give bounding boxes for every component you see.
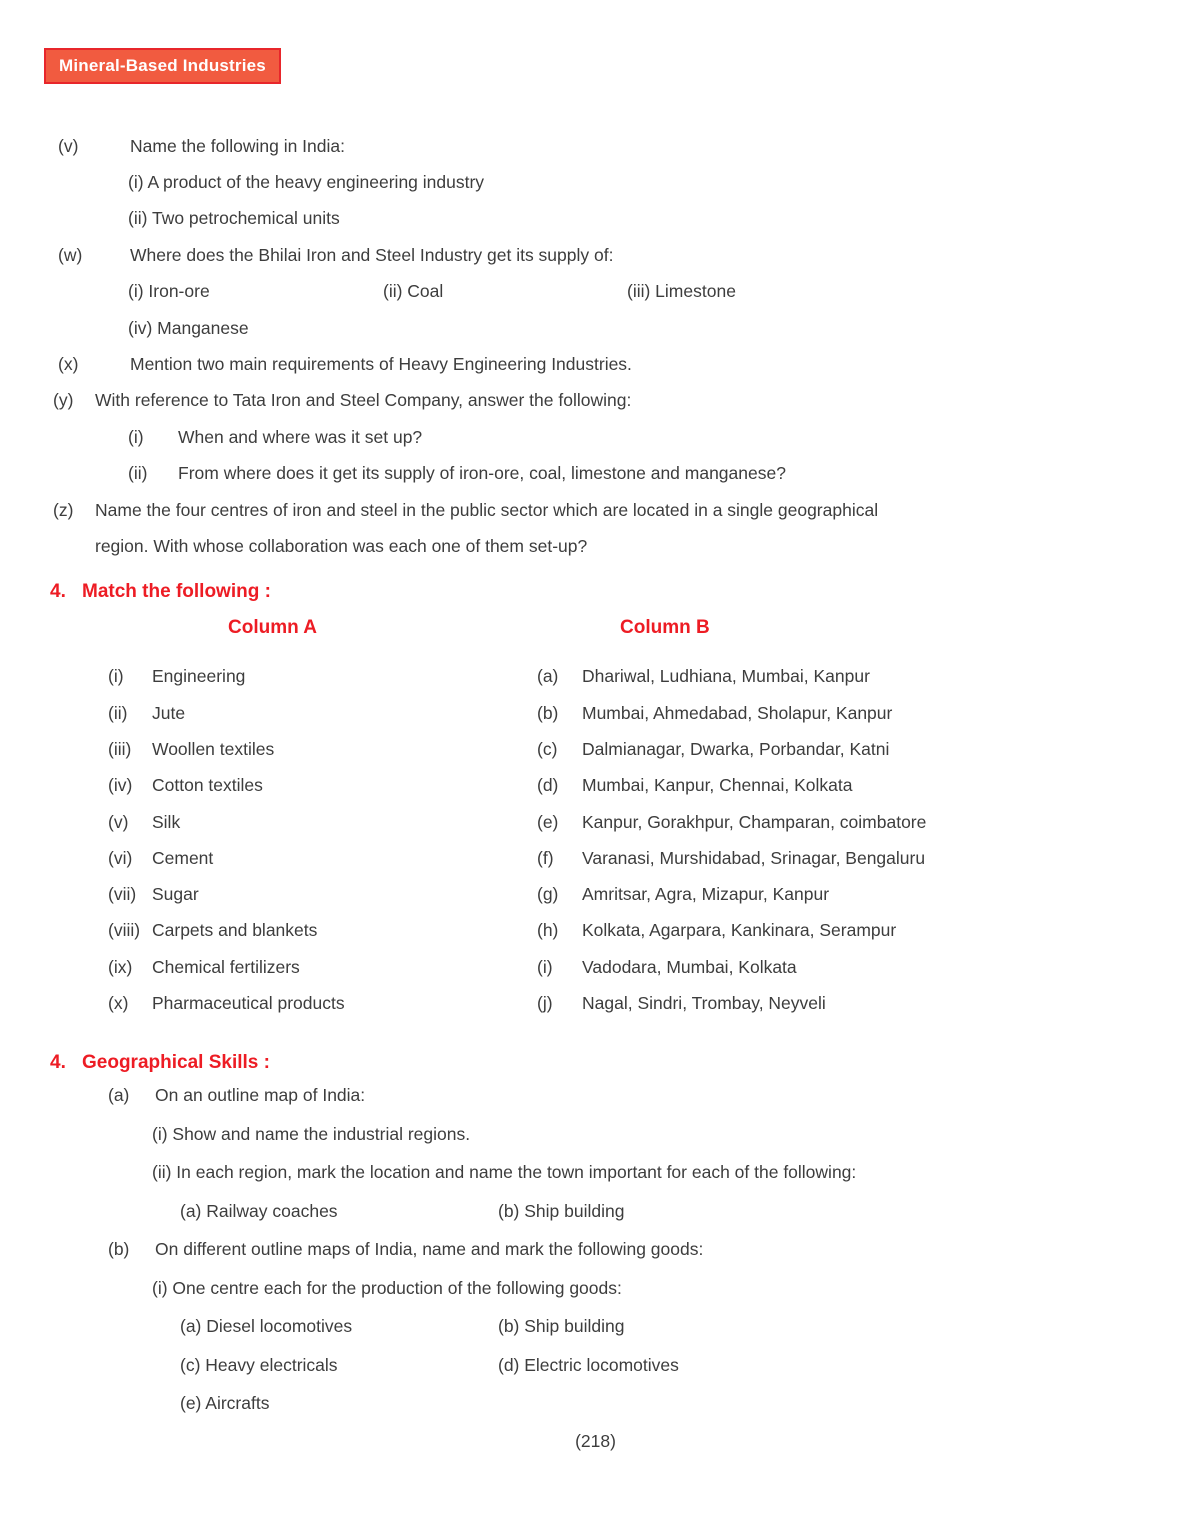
match-row-right-text: Dhariwal, Ludhiana, Mumbai, Kanpur xyxy=(582,666,870,687)
match-row-right-index: (e) xyxy=(537,811,559,832)
match-heading-number: 4. xyxy=(50,580,66,602)
match-row-left-text: Chemical fertilizers xyxy=(152,956,300,977)
geo-heading xyxy=(0,1045,1191,1081)
geo-b-sub-i-text: (i) One centre each for the production of the following goods: xyxy=(152,1277,622,1298)
match-row-left-index: (i) xyxy=(108,666,124,687)
question-y-sub-ii-text: From where does it get its supply of iron-ore, coal, limestone and manganese? xyxy=(178,463,786,484)
question-v-sub-i-text: (i) A product of the heavy engineering industry xyxy=(128,172,485,193)
match-row-left-text: Sugar xyxy=(152,884,199,905)
geo-a-sub-ii-text: (ii) In each region, mark the location and name the town important for each of the following: xyxy=(152,1162,857,1183)
question-x xyxy=(0,346,1191,382)
geo-a xyxy=(0,1077,1191,1116)
question-w xyxy=(0,237,1191,273)
geo-a-text: On an outline map of India: xyxy=(155,1085,366,1106)
question-y-sub-i-text: When and where was it set up? xyxy=(178,426,423,447)
chapter-badge xyxy=(44,48,281,84)
match-row-left-index: (ii) xyxy=(108,702,128,723)
match-row-right-text: Kanpur, Gorakhpur, Champaran, coimbatore xyxy=(582,811,927,832)
question-v-text: Name the following in India: xyxy=(130,135,345,156)
question-z-line2: region. With whose collaboration was each one of them set-up? xyxy=(95,535,588,556)
match-row-left-text: Cotton textiles xyxy=(152,775,263,796)
geo-b-pair-2-right: (d) Electric locomotives xyxy=(498,1354,679,1375)
geo-b-pair-1-right: (b) Ship building xyxy=(498,1316,625,1337)
geo-b-pair-2 xyxy=(0,1346,1191,1385)
geo-b xyxy=(0,1231,1191,1270)
match-row-right-text: Kolkata, Agarpara, Kankinara, Serampur xyxy=(582,920,897,941)
column-a-header: Column A xyxy=(228,616,318,638)
question-y-label: (y) xyxy=(53,390,74,411)
geo-b-pair-1 xyxy=(0,1308,1191,1347)
question-x-label: (x) xyxy=(58,354,79,375)
question-y-sub-ii-label: (ii) xyxy=(128,463,148,484)
geo-b-last xyxy=(0,1385,1191,1424)
question-y-sub-i xyxy=(0,419,1191,455)
question-w-options xyxy=(0,274,1191,310)
match-row-right-text: Nagal, Sindri, Trombay, Neyveli xyxy=(582,993,826,1013)
match-row-left-index: (v) xyxy=(108,811,129,832)
question-y xyxy=(0,383,1191,419)
match-row-left-text: Pharmaceutical products xyxy=(152,993,345,1013)
question-w-text: Where does the Bhilai Iron and Steel Industry get its supply of: xyxy=(130,244,614,265)
match-row-left-index: (vii) xyxy=(108,884,137,905)
column-b-header: Column B xyxy=(620,616,710,638)
match-row-right-text: Amritsar, Agra, Mizapur, Kanpur xyxy=(582,884,830,905)
geo-heading-number: 4. xyxy=(50,1051,66,1073)
question-w-label: (w) xyxy=(58,244,83,265)
match-row-right-index: (i) xyxy=(537,956,553,977)
match-row-left-index: (ix) xyxy=(108,956,133,977)
match-rows xyxy=(0,659,1191,1022)
chapter-badge-label: Mineral-Based Industries xyxy=(59,56,266,75)
question-y-sub-i-label: (i) xyxy=(128,426,144,447)
match-heading xyxy=(0,574,1191,610)
match-row-left-text: Silk xyxy=(152,811,181,832)
match-row-right-text: Vadodara, Mumbai, Kolkata xyxy=(582,956,797,977)
match-column-headers xyxy=(0,610,1191,646)
question-v-sub-i xyxy=(0,164,1191,200)
match-row-left-text: Carpets and blankets xyxy=(152,920,318,941)
geo-b-pair-1-left: (a) Diesel locomotives xyxy=(180,1316,353,1337)
match-row-left-text: Engineering xyxy=(152,666,246,687)
geo-a-pair-right: (b) Ship building xyxy=(498,1200,625,1221)
geo-a-label: (a) xyxy=(108,1085,130,1106)
question-y-sub-ii xyxy=(0,456,1191,492)
match-row-right-text: Mumbai, Ahmedabad, Sholapur, Kanpur xyxy=(582,702,893,723)
match-row xyxy=(0,913,1191,949)
question-y-text: With reference to Tata Iron and Steel Company, answer the following: xyxy=(95,390,632,411)
match-row xyxy=(0,949,1191,985)
geo-b-label: (b) xyxy=(108,1239,130,1260)
match-heading-title: Match the following : xyxy=(82,580,271,602)
question-x-text: Mention two main requirements of Heavy Engineering Industries. xyxy=(130,354,632,375)
question-z xyxy=(0,492,1191,528)
geo-a-pair xyxy=(0,1192,1191,1231)
match-row-right-index: (c) xyxy=(537,738,558,759)
match-row-right-index: (f) xyxy=(537,847,554,868)
match-row-right-index: (h) xyxy=(537,920,559,941)
geo-a-pair-left: (a) Railway coaches xyxy=(180,1200,338,1221)
question-list xyxy=(0,128,1191,565)
match-row xyxy=(0,985,1191,1021)
geo-skills-section xyxy=(0,1045,1191,1424)
question-v-sub-ii xyxy=(0,201,1191,237)
question-z-label: (z) xyxy=(53,499,74,520)
match-row-right-index: (a) xyxy=(537,666,559,687)
page-number: (218) xyxy=(575,1431,616,1452)
match-row xyxy=(0,804,1191,840)
match-row-left-text: Jute xyxy=(152,702,186,723)
geo-heading-title: Geographical Skills : xyxy=(82,1051,270,1073)
question-w-option-ii: (ii) Coal xyxy=(383,281,444,302)
match-row-right-index: (b) xyxy=(537,702,559,723)
match-row xyxy=(0,731,1191,767)
question-v xyxy=(0,128,1191,164)
geo-b-pair-2-left: (c) Heavy electricals xyxy=(180,1354,338,1375)
match-row-left-text: Woollen textiles xyxy=(152,738,275,759)
match-row-left-index: (iv) xyxy=(108,775,133,796)
question-w-option-i: (i) Iron-ore xyxy=(128,281,210,302)
match-row-right-index: (g) xyxy=(537,884,559,905)
match-row-right-text: Mumbai, Kanpur, Chennai, Kolkata xyxy=(582,775,853,796)
geo-rows xyxy=(0,1077,1191,1424)
geo-b-last-text: (e) Aircrafts xyxy=(180,1393,270,1414)
geo-b-sub-i xyxy=(0,1269,1191,1308)
match-row xyxy=(0,659,1191,695)
geo-a-sub-ii xyxy=(0,1154,1191,1193)
match-row-right-index: (j) xyxy=(537,993,553,1013)
question-z-line1: Name the four centres of iron and steel in the public sector which are located in a single geographical xyxy=(95,499,879,520)
geo-b-text: On different outline maps of India, name and mark the following goods: xyxy=(155,1239,704,1260)
match-row-left-index: (viii) xyxy=(108,920,141,941)
match-row xyxy=(0,768,1191,804)
question-z-line2-row xyxy=(0,528,1191,564)
match-section xyxy=(0,574,1191,1022)
match-row-right-text: Varanasi, Murshidabad, Srinagar, Bengaluru xyxy=(582,847,926,868)
match-row xyxy=(0,840,1191,876)
match-row xyxy=(0,695,1191,731)
match-row xyxy=(0,876,1191,912)
question-v-label: (v) xyxy=(58,135,79,156)
match-row-right-index: (d) xyxy=(537,775,559,796)
question-w-option-iv-text: (iv) Manganese xyxy=(128,317,249,338)
match-row-right-text: Dalmianagar, Dwarka, Porbandar, Katni xyxy=(582,738,890,759)
geo-a-sub-i-text: (i) Show and name the industrial regions. xyxy=(152,1123,471,1144)
match-row-left-index: (vi) xyxy=(108,847,133,868)
question-v-sub-ii-text: (ii) Two petrochemical units xyxy=(128,208,340,229)
question-w-option-iii: (iii) Limestone xyxy=(627,281,736,302)
question-w-option-iv xyxy=(0,310,1191,346)
match-row-left-index: (iii) xyxy=(108,738,132,759)
geo-a-sub-i xyxy=(0,1115,1191,1154)
match-row-left-text: Cement xyxy=(152,847,214,868)
match-row-left-index: (x) xyxy=(108,993,129,1013)
